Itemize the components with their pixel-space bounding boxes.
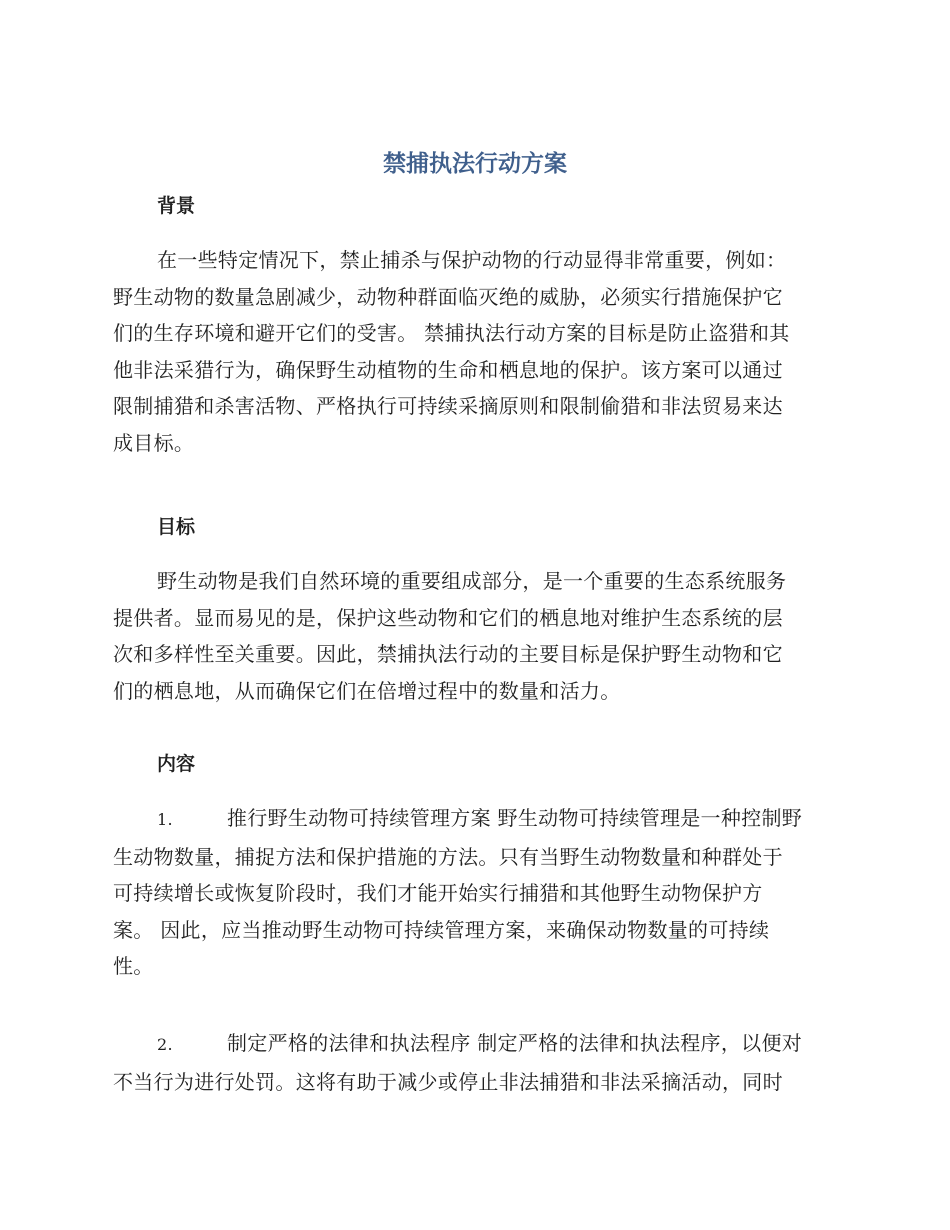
paragraph-line: 在一些特定情况下，禁止捕杀与保护动物的行动显得非常重要，例如：	[157, 248, 787, 272]
list-item-number: 2.	[157, 1035, 173, 1054]
paragraph-line: 成目标。	[113, 430, 195, 455]
paragraph-line: 野生动物的数量急剧减少，动物种群面临灭绝的威胁，必须实行措施保护它	[113, 284, 783, 309]
paragraph-line: 性。	[113, 954, 154, 978]
paragraph-line: 他非法采猎行为，确保野生动植物的生命和栖息地的保护。该方案可以通过	[113, 357, 783, 382]
document-title: 禁捕执法行动方案	[383, 151, 567, 177]
paragraph-line: 们的生存环境和避开它们的受害。 禁捕执法行动方案的目标是防止盗猎和其	[113, 321, 790, 345]
paragraph-line: 们的栖息地，从而确保它们在倍增过程中的数量和活力。	[113, 678, 621, 703]
paragraph-line: 案。 因此，应当推动野生动物可持续管理方案，来确保动物数量的可持续	[113, 917, 770, 942]
paragraph-line: 次和多样性至关重要。因此，禁捕执法行动的主要目标是保护野生动物和它	[113, 642, 783, 666]
paragraph-line: 提供者。显而易见的是，保护这些动物和它们的栖息地对维护生态系统的层	[113, 605, 783, 630]
section-heading-content: 内容	[157, 753, 196, 775]
paragraph-line: 制定严格的法律和执法程序 制定严格的法律和执法程序，以便对	[227, 1031, 803, 1055]
list-item-number: 1.	[157, 810, 173, 829]
section-heading-goal: 目标	[157, 516, 196, 538]
content-list-item	[113, 1025, 843, 1100]
paragraph-line: 推行野生动物可持续管理方案 野生动物可持续管理是一种控制野	[227, 806, 803, 830]
list-item-first-line	[113, 1025, 843, 1064]
paragraph-line: 限制捕猎和杀害活物、严格执行可持续采摘原则和限制偷猎和非法贸易来达	[113, 394, 783, 418]
goal-paragraph	[113, 563, 843, 709]
paragraph-line: 可持续增长或恢复阶段时，我们才能开始实行捕猎和其他野生动物保护方	[113, 881, 763, 905]
list-item-first-line	[113, 800, 843, 839]
background-paragraph	[113, 242, 843, 461]
paragraph-line: 不当行为进行处罚。这将有助于减少或停止非法捕猎和非法采摘活动，同时	[113, 1069, 783, 1094]
section-heading-background: 背景	[157, 195, 196, 217]
content-list-item	[113, 800, 843, 985]
paragraph-line: 野生动物是我们自然环境的重要组成部分，是一个重要的生态系统服务	[157, 569, 787, 593]
paragraph-line: 生动物数量，捕捉方法和保护措施的方法。只有当野生动物数量和种群处于	[113, 844, 783, 869]
